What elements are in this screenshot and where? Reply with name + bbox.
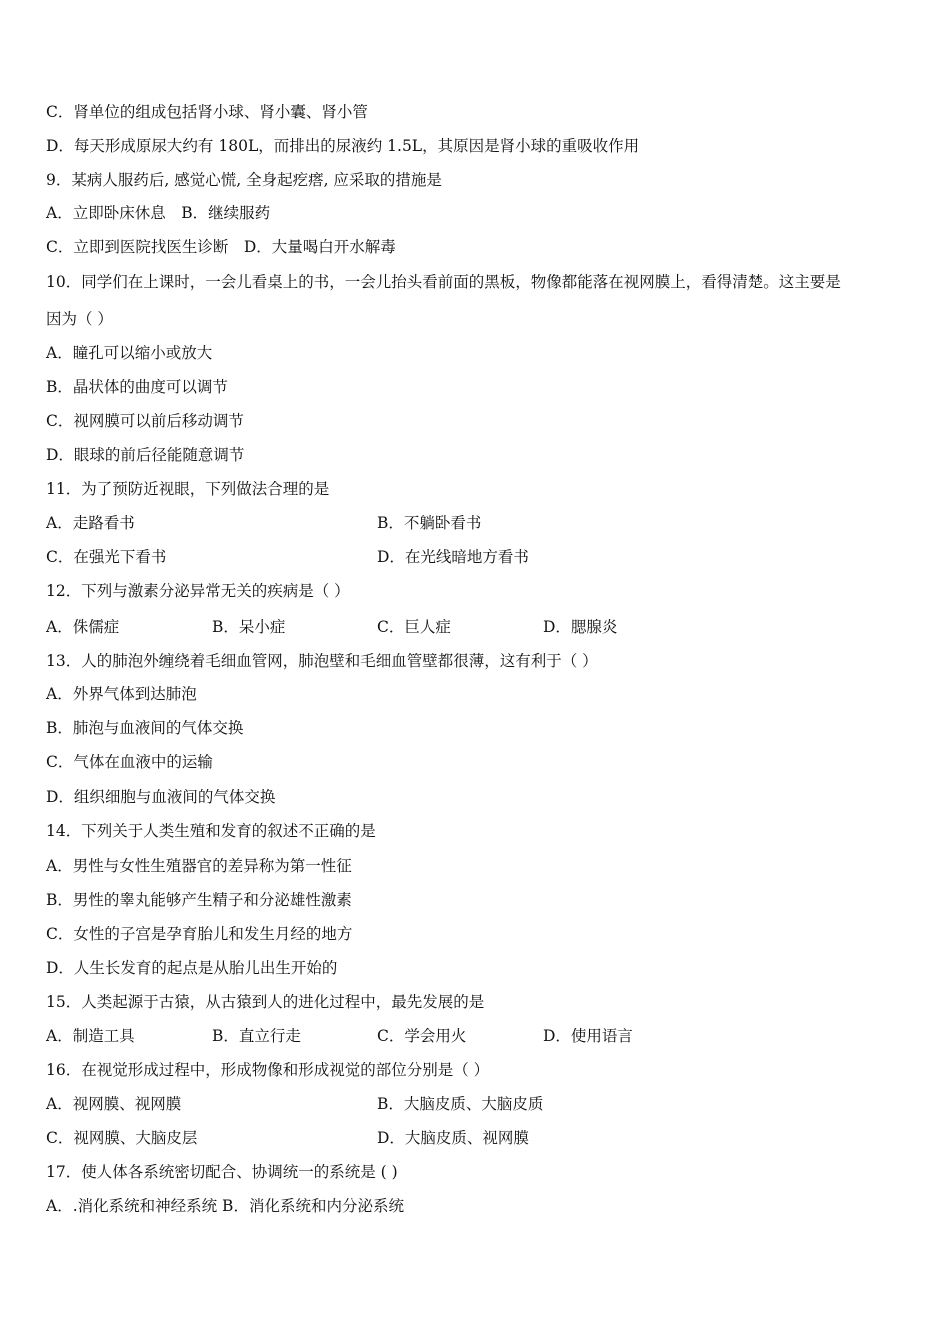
option: D．使用语言	[543, 1027, 633, 1045]
option-line: A．男性与女性生殖器官的差异称为第一性征	[46, 857, 352, 875]
option: B．直立行走	[212, 1027, 301, 1045]
question-10: 10．同学们在上课时，一会儿看桌上的书，一会儿抬头看前面的黑板，物像都能落在视网膜上，看得清楚。这主要是	[46, 273, 841, 291]
option: B．大脑皮质、大脑皮质	[377, 1095, 544, 1113]
option-line: A．.消化系统和神经系统 B．消化系统和内分泌系统	[46, 1197, 404, 1215]
option-line: C．女性的子宫是孕育胎儿和发生月经的地方	[46, 925, 353, 943]
option-line: D．眼球的前后径能随意调节	[46, 446, 245, 464]
option: D．在光线暗地方看书	[377, 548, 529, 566]
option: C．视网膜、大脑皮层	[46, 1129, 198, 1147]
question-10-cont: 因为（ ）	[46, 310, 113, 328]
option-line: D．每天形成原尿大约有 180L，而排出的尿液约 1.5L，其原因是肾小球的重吸收作用	[46, 137, 640, 155]
question-9: 9．某病人服药后, 感觉心慌, 全身起疙瘩, 应采取的措施是	[46, 171, 442, 189]
question-12: 12．下列与激素分泌异常无关的疾病是（ ）	[46, 582, 350, 600]
option-line: B．男性的睾丸能够产生精子和分泌雄性激素	[46, 891, 352, 909]
option-line: C．肾单位的组成包括肾小球、肾小囊、肾小管	[46, 103, 368, 121]
option-line: D．人生长发育的起点是从胎儿出生开始的	[46, 959, 338, 977]
option: C．巨人症	[377, 618, 451, 636]
option: D．腮腺炎	[543, 618, 618, 636]
question-14: 14．下列关于人类生殖和发育的叙述不正确的是	[46, 822, 376, 840]
question-16: 16．在视觉形成过程中，形成物像和形成视觉的部位分别是（ ）	[46, 1061, 490, 1079]
option: C．学会用火	[377, 1027, 467, 1045]
question-13: 13．人的肺泡外缠绕着毛细血管网，肺泡壁和毛细血管壁都很薄，这有利于（ ）	[46, 652, 598, 670]
option: A．制造工具	[46, 1027, 135, 1045]
option-line: C．立即到医院找医生诊断 D．大量喝白开水解毒	[46, 238, 396, 256]
option: B．不躺卧看书	[377, 514, 482, 532]
option: A．侏儒症	[46, 618, 120, 636]
option-line: A．瞳孔可以缩小或放大	[46, 344, 213, 362]
option-line: B．晶状体的曲度可以调节	[46, 378, 228, 396]
option: C．在强光下看书	[46, 548, 167, 566]
option-line: A．外界气体到达肺泡	[46, 685, 197, 703]
option: D．大脑皮质、视网膜	[377, 1129, 529, 1147]
option-line: B．肺泡与血液间的气体交换	[46, 719, 244, 737]
question-15: 15．人类起源于古猿，从古猿到人的进化过程中，最先发展的是	[46, 993, 485, 1011]
option: B．呆小症	[212, 618, 286, 636]
option-line: A．立即卧床休息 B．继续服药	[46, 204, 271, 222]
option-line: D．组织细胞与血液间的气体交换	[46, 788, 276, 806]
question-11: 11．为了预防近视眼，下列做法合理的是	[46, 480, 330, 498]
option: A．视网膜、视网膜	[46, 1095, 182, 1113]
question-17: 17．使人体各系统密切配合、协调统一的系统是 ( )	[46, 1163, 398, 1181]
option: A．走路看书	[46, 514, 135, 532]
option-line: C．气体在血液中的运输	[46, 753, 213, 771]
option-line: C．视网膜可以前后移动调节	[46, 412, 244, 430]
